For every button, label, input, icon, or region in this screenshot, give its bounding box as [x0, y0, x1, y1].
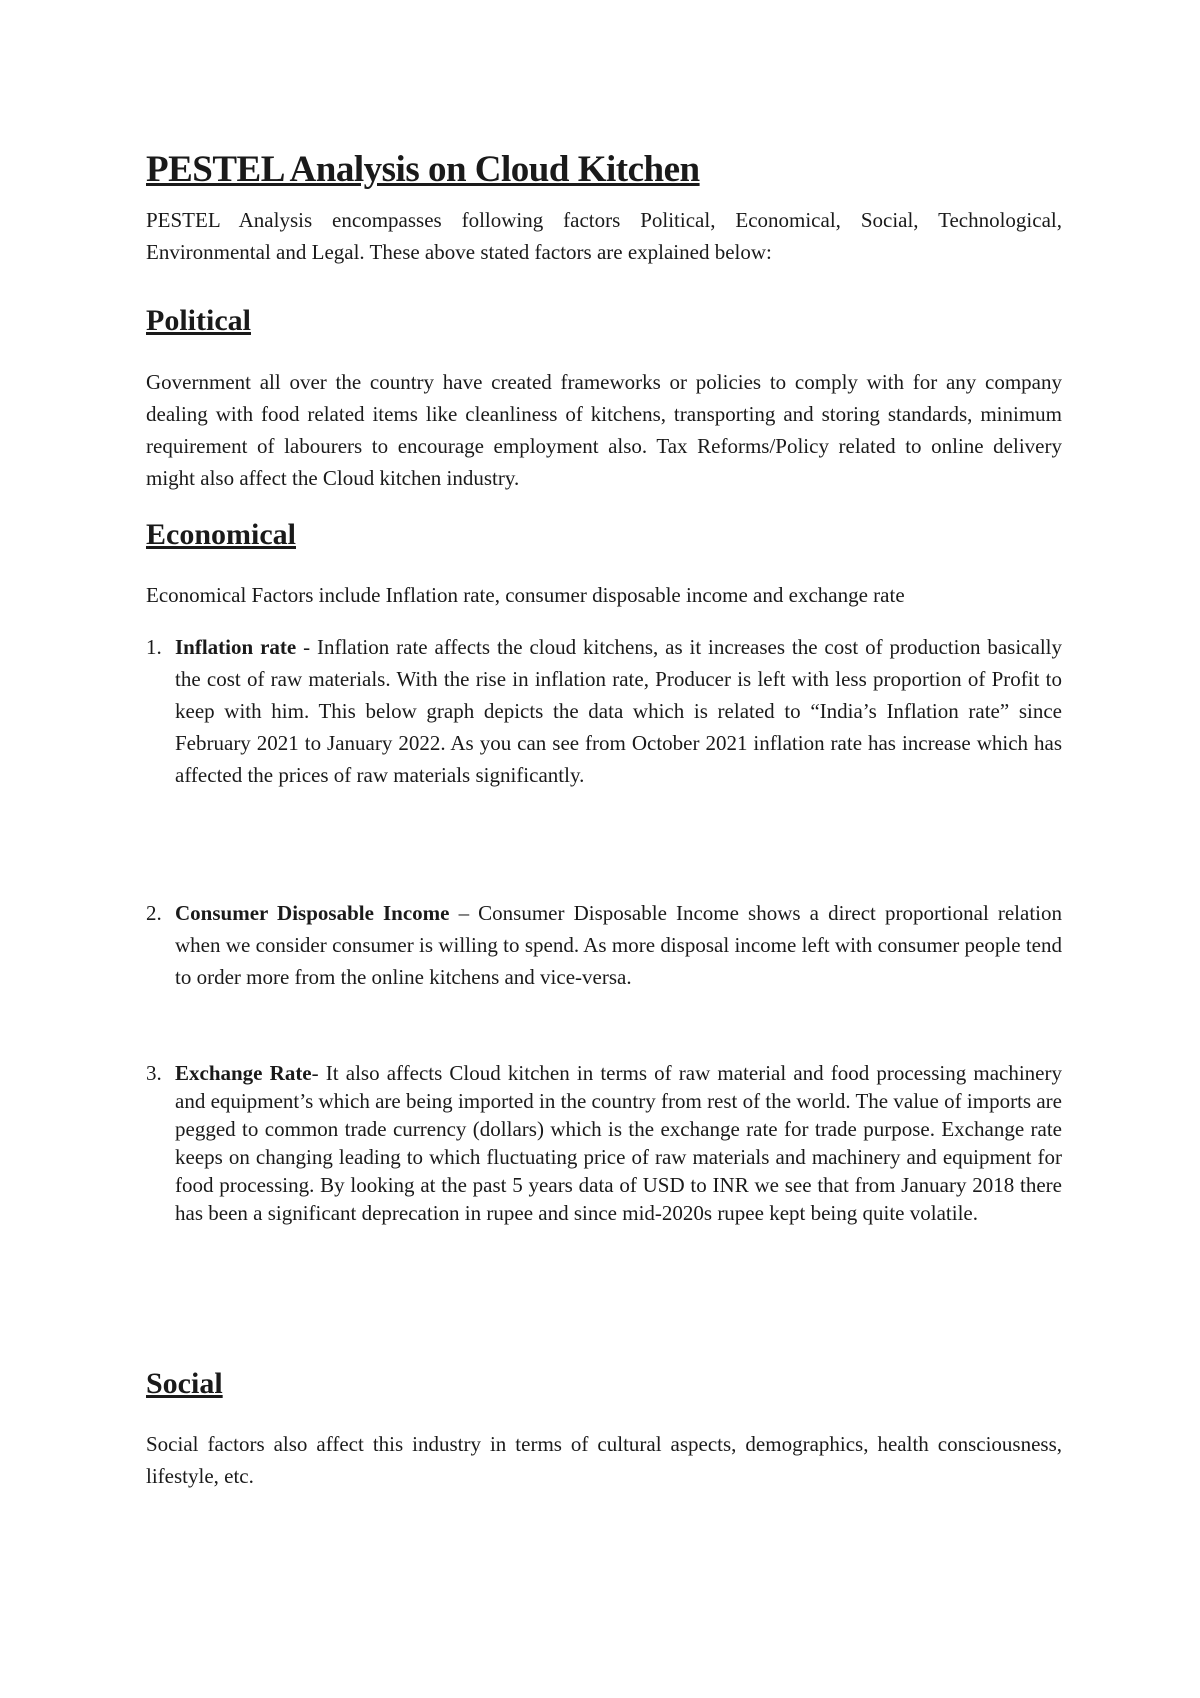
document-page: [146, 0, 1062, 1698]
intro-paragraph: PESTEL Analysis encompasses following factors Political, Economical, Social, Technological, Environmental and Legal. These above stated factors are explained below:: [146, 208, 1062, 264]
list-term: Consumer Disposable Income: [175, 901, 450, 925]
list-number: 2.: [146, 901, 162, 925]
list-number: 1.: [146, 635, 162, 659]
list-text: – Consumer Disposable Income shows a direct proportional relation when we consider consumer is willing to spend. As more disposal income left with consumer people tend to order more from the online kitchens and vice-versa.: [175, 901, 1063, 989]
political-heading: Political: [146, 304, 251, 337]
list-item-inflation-rate: [146, 631, 1062, 791]
economical-intro: Economical Factors include Inflation rate, consumer disposable income and exchange rate: [146, 583, 905, 607]
list-text: - It also affects Cloud kitchen in terms of raw material and food processing machinery and equipment’s which are being imported in the country from rest of the world. The value of imports are pegged to common trade currency (dollars) which is the exchange rate for trade purpose. Exchange rate keeps on changing leading to which fluctuating price of raw materials and machinery and equipment for food processing. By looking at the past 5 years data of USD to INR we see that from January 2018 there has been a significant deprecation in rupee and since mid-2020s rupee kept being quite volatile.: [175, 1061, 1062, 1225]
list-term: Exchange Rate: [175, 1061, 312, 1085]
list-item-exchange-rate: [146, 1059, 1062, 1227]
list-term: Inflation rate: [175, 635, 297, 659]
social-paragraph: Social factors also affect this industry in terms of cultural aspects, demographics, health consciousness, lifestyle, etc.: [146, 1432, 1062, 1488]
list-item-consumer-disposable-income: [146, 897, 1062, 993]
political-paragraph: Government all over the country have created frameworks or policies to comply with for any company dealing with food related items like cleanliness of kitchens, transporting and storing standards, minimum requirement of labourers to encourage employment also. Tax Reforms/Policy related to online delivery might also affect the Cloud kitchen industry.: [146, 370, 1062, 490]
economical-heading: Economical: [146, 518, 296, 551]
list-text: - Inflation rate affects the cloud kitchens, as it increases the cost of production basically the cost of raw materials. With the rise in inflation rate, Producer is left with less proportion of Profit to keep with him. This below graph depicts the data which is related to “India’s Inflation rate” since February 2021 to January 2022. As you can see from October 2021 inflation rate has increase which has affected the prices of raw materials significantly.: [175, 635, 1062, 787]
social-heading: Social: [146, 1367, 223, 1400]
list-number: 3.: [146, 1061, 162, 1085]
document-title: PESTEL Analysis on Cloud Kitchen: [146, 149, 700, 190]
